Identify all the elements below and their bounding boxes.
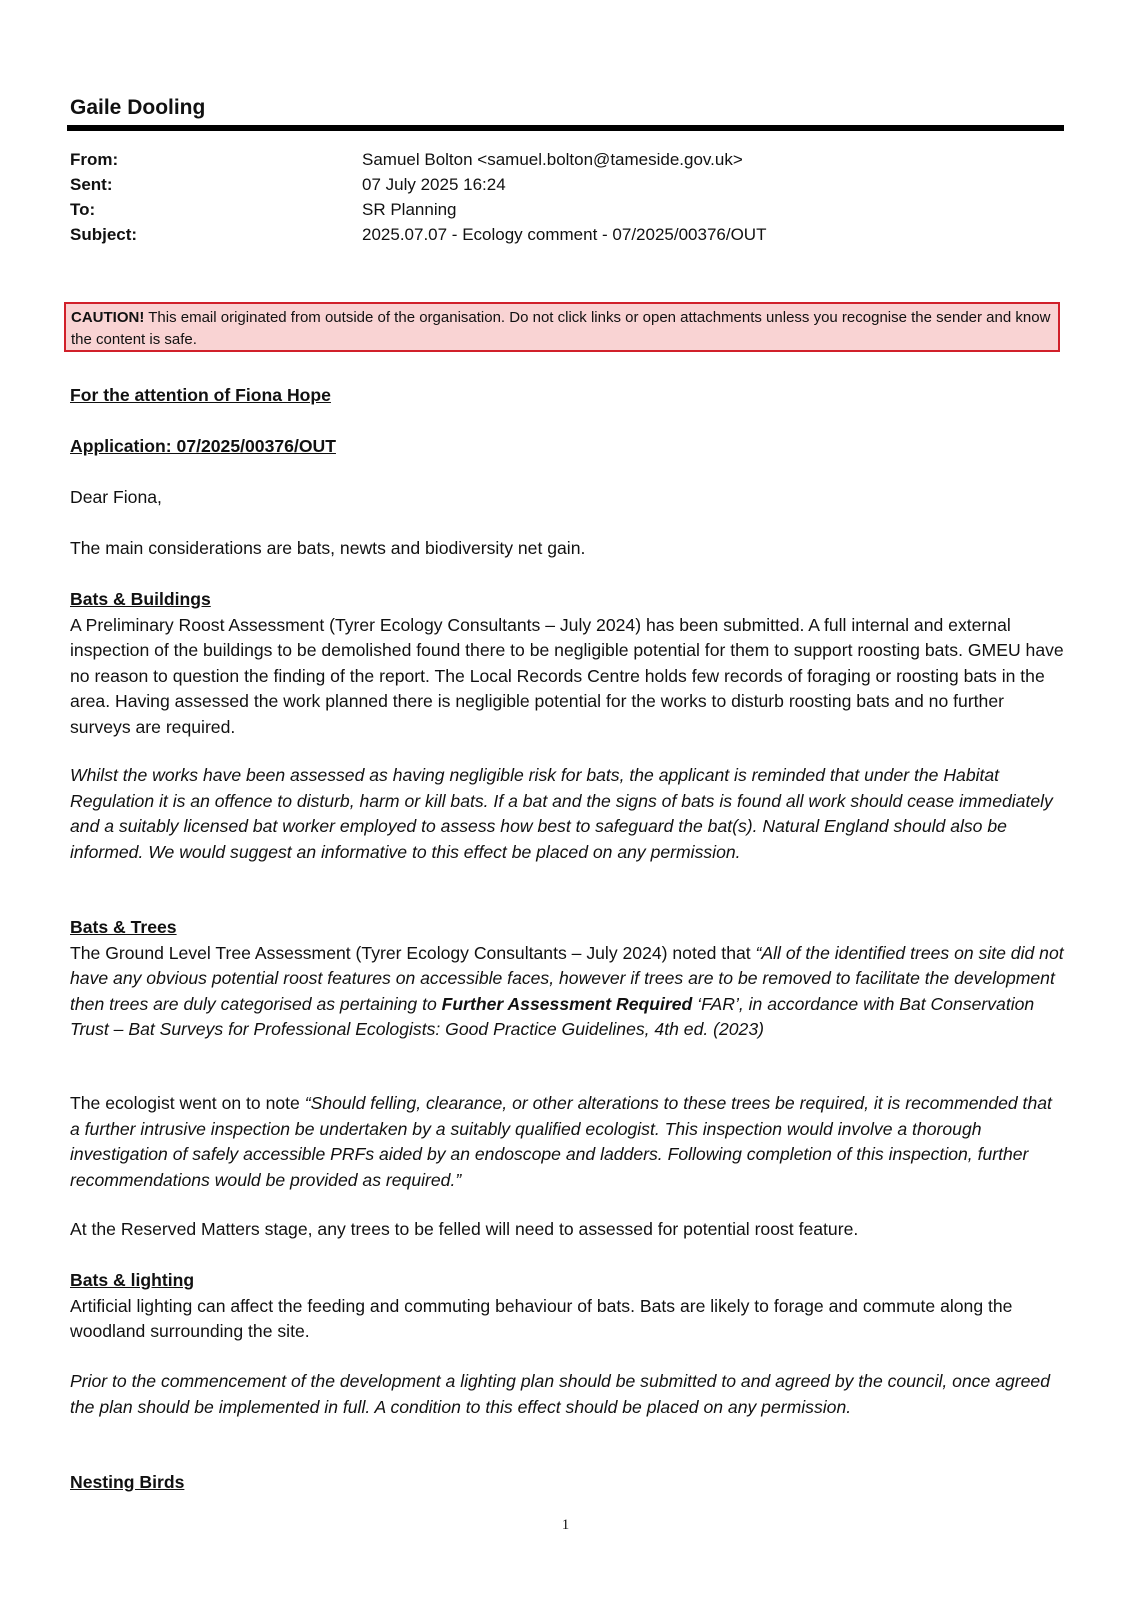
ecologist-note — [70, 1091, 1065, 1193]
bats-trees-heading: Bats & Trees — [70, 917, 177, 937]
bats-trees-quote-b: ‘FAR’, in accordance with Bat Conservation Trust – Bat Surveys for Professional Ecologists: Good Practice Guidelines, 4th ed. (2023) — [70, 993, 1035, 1040]
bats-lighting-text: Artificial lighting can affect the feeding and commuting behaviour of bats. Bats are likely to forage and commute along the woodland surrounding the site. — [70, 1295, 1013, 1342]
bats-lighting-section — [70, 1268, 1065, 1345]
to-label: To: — [70, 200, 96, 219]
greeting: Dear Fiona, — [70, 487, 162, 507]
bats-buildings-heading: Bats & Buildings — [70, 589, 211, 609]
from-value: Samuel Bolton <samuel.bolton@tameside.gov.uk> — [362, 150, 743, 169]
caution-label: CAUTION! — [71, 309, 145, 326]
bats-buildings-section — [70, 587, 1065, 741]
header-divider — [67, 125, 1064, 131]
ecologist-note-lead: The ecologist went on to note — [70, 1093, 305, 1113]
bats-buildings-informative: Whilst the works have been assessed as having negligible risk for bats, the applicant is reminded that under the Habitat Regulation it is an offence to disturb, harm or kill bats. If a bat and the signs of bats is found all work should cease immediately and a suitably licensed bat worker employed to assess how best to safeguard the bat(s). Natural England should also be informed. We would suggest an informative to this effect be placed on any permission. — [70, 765, 1053, 862]
from-label: From: — [70, 150, 119, 169]
to-value: SR Planning — [362, 200, 457, 219]
caution-text: This email originated from outside of the organisation. Do not click links or open attachments unless you recognise the sender and know the content is safe. — [71, 309, 1051, 348]
reserved-matters-paragraph: At the Reserved Matters stage, any trees to be felled will need to assessed for potential roost feature. — [70, 1219, 859, 1239]
external-email-caution-banner — [64, 302, 1060, 352]
subject-value: 2025.07.07 - Ecology comment - 07/2025/00376/OUT — [362, 225, 767, 244]
nesting-birds-heading: Nesting Birds — [70, 1472, 185, 1492]
sent-label: Sent: — [70, 175, 113, 194]
application-heading: Application: 07/2025/00376/OUT — [70, 436, 336, 456]
page-number: 1 — [561, 1517, 570, 1533]
bats-trees-text-lead: The Ground Level Tree Assessment (Tyrer Ecology Consultants – July 2024) noted that — [70, 942, 756, 963]
sent-value: 07 July 2025 16:24 — [362, 175, 506, 194]
bats-buildings-text: A Preliminary Roost Assessment (Tyrer Ecology Consultants – July 2024) has been submitted. A full internal and external inspection of the buildings to be demolished found there to be negligible potential for them to support roosting bats. GMEU have no reason to question the finding of the report. The Local Records Centre holds few records of foraging or roosting bats in the area. Having assessed the work planned there is negligible potential for the works to disturb roosting bats and no further surveys are required. — [70, 614, 1064, 737]
mailbox-owner-name: Gaile Dooling — [70, 96, 206, 119]
lighting-condition: Prior to the commencement of the development a lighting plan should be submitted to and agreed by the council, once agreed the plan should be implemented in full. A condition to this effect should be placed on any permission. — [70, 1371, 1051, 1417]
bats-trees-section — [70, 915, 1065, 1043]
attention-heading: For the attention of Fiona Hope — [70, 385, 331, 405]
bats-trees-text — [70, 941, 1065, 1043]
bats-trees-quote-a: “All of the identified trees on site did not have any obvious potential roost features on accessible faces, however if trees are to be removed to facilitate the development then trees are duly categorised as pertaining to — [70, 942, 1064, 1014]
subject-label: Subject: — [70, 225, 138, 244]
bats-lighting-heading: Bats & lighting — [70, 1270, 195, 1290]
intro-paragraph: The main considerations are bats, newts and biodiversity net gain. — [70, 538, 586, 558]
bats-trees-quote-bold: Further Assessment Required — [441, 993, 693, 1014]
ecologist-note-quote: “Should felling, clearance, or other alterations to these trees be required, it is recommended that a further intrusive inspection be undertaken by a suitably qualified ecologist. This inspection would involve a thorough investigation of safely accessible PRFs aided by an endoscope and ladders. Following completion of this inspection, further recommendations would be provided as required.” — [70, 1093, 1052, 1190]
